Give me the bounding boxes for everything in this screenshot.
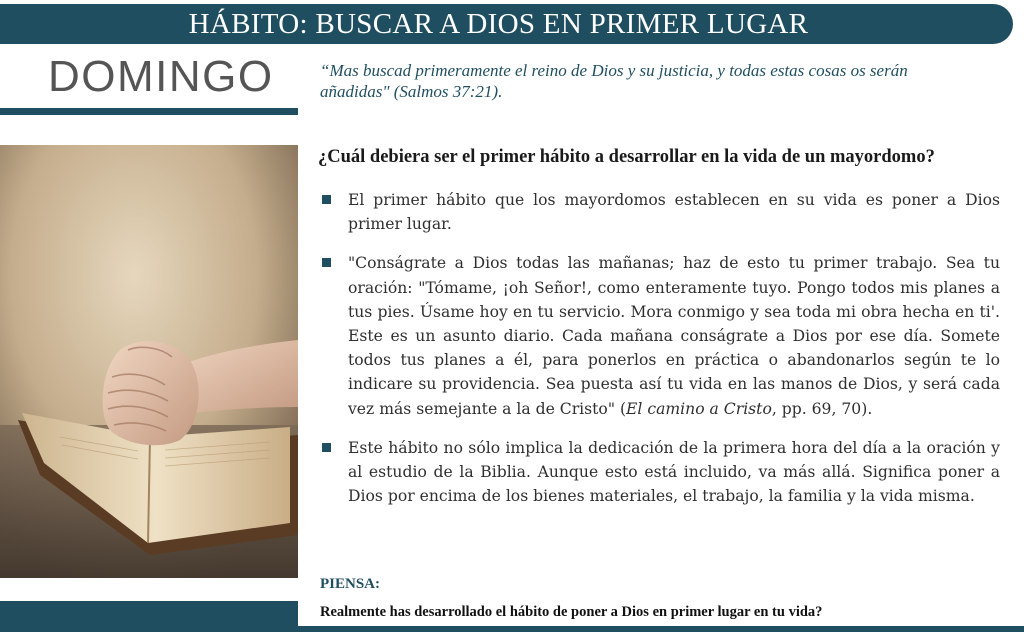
day-divider: [0, 108, 298, 115]
list-item: [322, 436, 1000, 509]
bullet-text: Este hábito no sólo implica la dedicación de la primera hora del día a la oración y al estudio de la Biblia. Aunque esto está incluido, va más allá. Significa poner a Dios por encima de los bienes materiales, el trabajo, la familia y la vida misma.: [348, 438, 1000, 506]
footer-question: Realmente has desarrollado el hábito de poner a Dios en primer lugar en tu vida?: [320, 603, 823, 620]
list-item: [322, 251, 1000, 420]
square-bullet-icon: [322, 258, 331, 267]
title-bar: [0, 4, 1013, 44]
footer-question-box: [298, 598, 1024, 626]
bullet-text: [348, 251, 1000, 420]
square-bullet-icon: [322, 443, 331, 452]
bullet-text: El primer hábito que los mayordomos establecen en su vida es poner a Dios primer lugar.: [348, 191, 1000, 234]
praying-hands-on-bible-icon: [0, 145, 298, 578]
list-item: [322, 188, 1000, 236]
bullet-list: [322, 188, 1000, 523]
day-label: DOMINGO: [48, 52, 274, 101]
citation-pages: , pp. 69, 70).: [771, 399, 873, 418]
verse-quote: “Mas buscad primeramente el reino de Dios y su justicia, y todas estas cosas os serán añadidas" (Salmos 37:21).: [320, 61, 908, 101]
page-title: HÁBITO: BUSCAR A DIOS EN PRIMER LUGAR: [188, 7, 809, 40]
think-label: PIENSA:: [320, 576, 381, 592]
square-bullet-icon: [322, 195, 331, 204]
main-question: ¿Cuál debiera ser el primer hábito a desarrollar en la vida de un mayordomo?: [318, 147, 935, 167]
book-title: El camino a Cristo: [626, 399, 772, 418]
quote-text: "Conságrate a Dios todas las mañanas; haz de esto tu primer trabajo. Sea tu oración: "Tómame, ¡oh Señor!, como enteramente tuyo. Pongo todos mis planes a tus pies. Úsame hoy en tu servicio. Mora conmigo y sea toda mi obra hecha en ti'. Este es un asunto diario. Cada mañana conságrate a Dios por ese día. Somete todos tus planes a él, para ponerlos en práctica o abandonarlos según te lo indicare su providencia. Sea puesta así tu vida en las manos de Dios, y será cada vez más semejante a la de Cristo" (: [348, 254, 1000, 418]
